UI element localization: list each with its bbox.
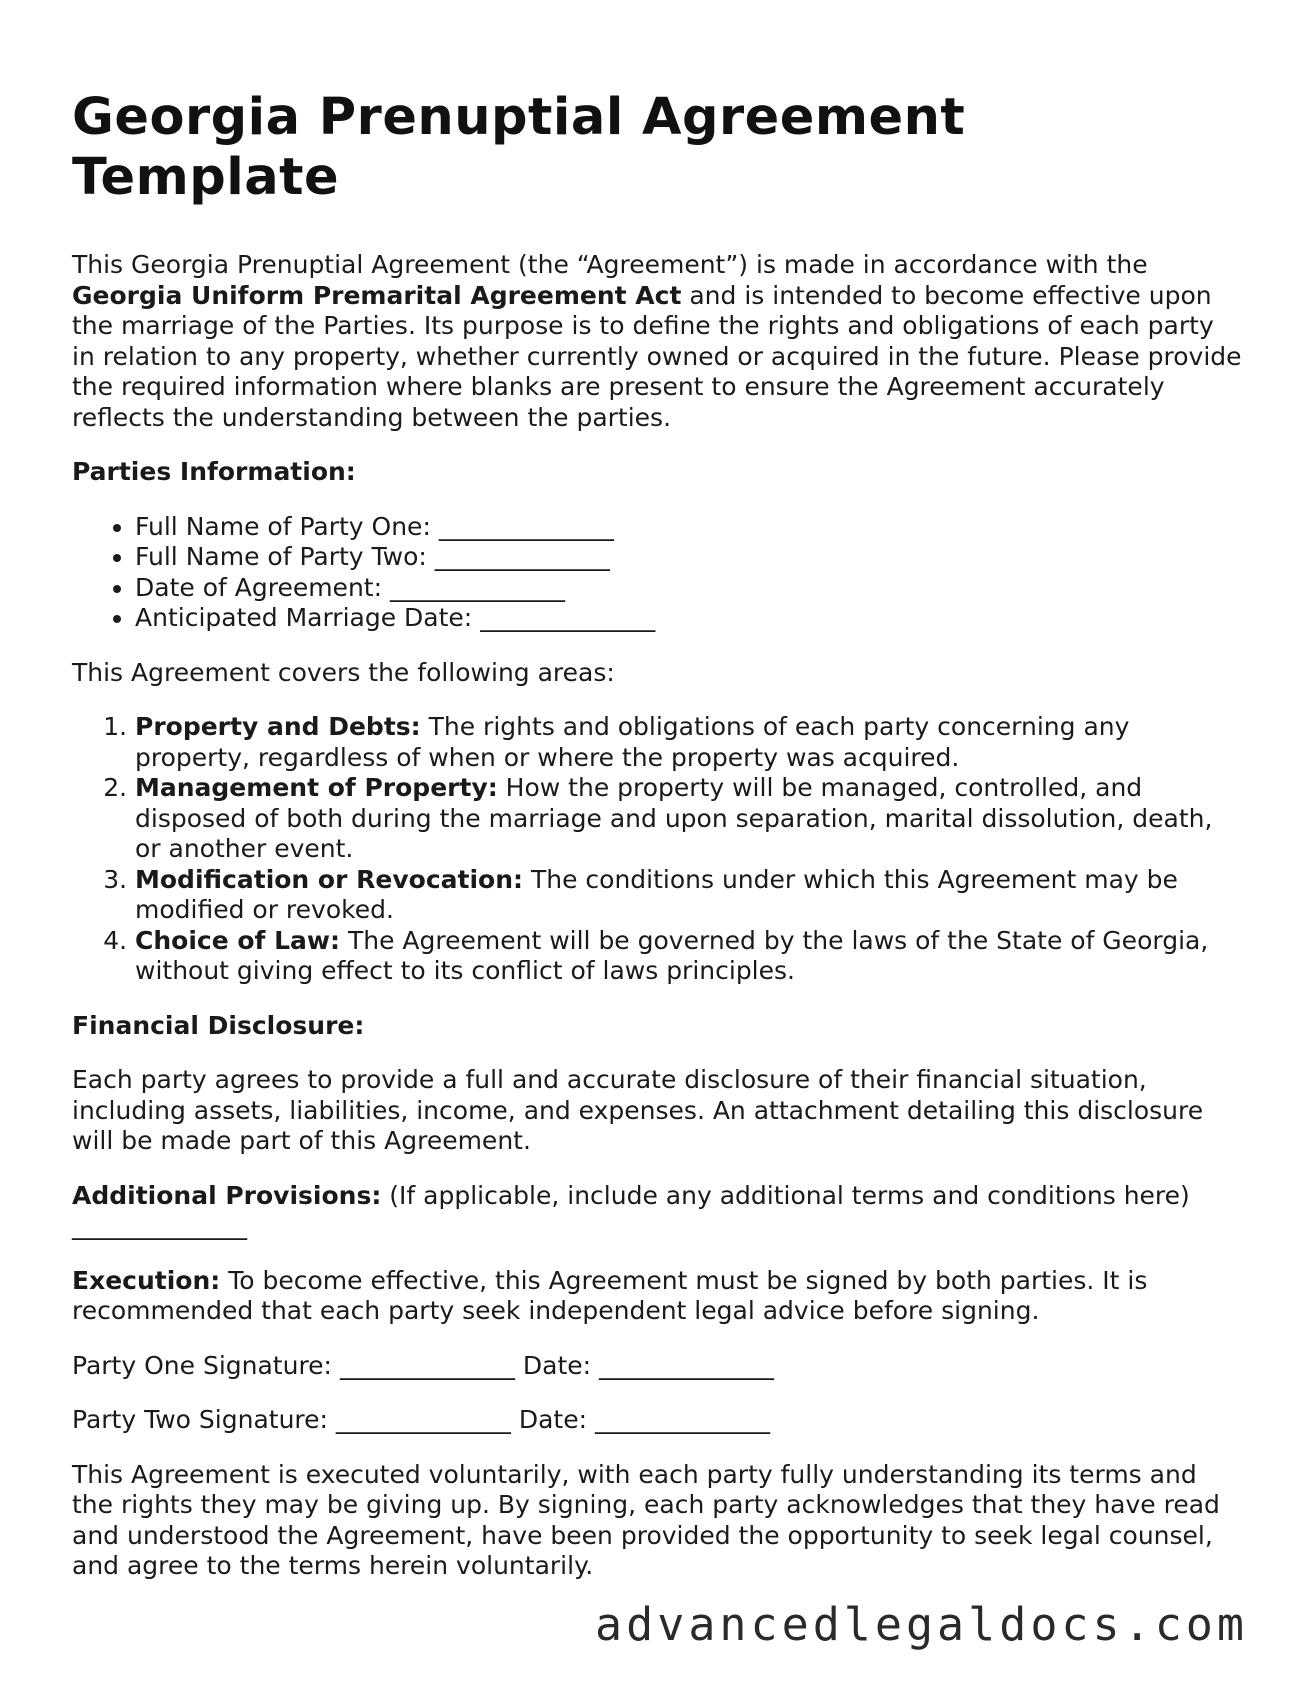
list-item-party-two	[135, 542, 1242, 573]
execution-text: To become effective, this Agreement must be signed by both parties. It is recommended that each party seek independent legal advice before signing.	[72, 1265, 1148, 1325]
area-text: The rights and obligations of each party concerning any property, regardless of when or where the property was acquired.	[135, 712, 1130, 772]
execution-heading: Execution:	[72, 1265, 221, 1295]
intro-text-before: This Georgia Prenuptial Agreement (the “Agreement”) is made in accordance with the	[72, 250, 1148, 279]
area-item-choice-of-law	[135, 926, 1242, 987]
area-text: The conditions under which this Agreement may be modified or revoked.	[135, 864, 1178, 924]
party-one-date-label: Date:	[522, 1350, 592, 1380]
list-item-party-one	[135, 512, 1242, 543]
document-page	[72, 88, 1242, 1582]
party-two-date-blank: ______________	[595, 1405, 770, 1434]
party-two-label: Full Name of Party Two:	[135, 542, 427, 571]
party-two-signature-line	[72, 1405, 1242, 1436]
agreement-date-label: Date of Agreement:	[135, 572, 383, 602]
area-term: Management of Property:	[135, 773, 498, 802]
area-term: Property and Debts:	[135, 712, 421, 741]
area-item-modification	[135, 865, 1242, 926]
area-term: Modification or Revocation:	[135, 864, 524, 894]
intro-text-after: and is intended to become effective upon the marriage of the Parties. Its purpose is to define the rights and obligations of each party in relation to any property, whether currently owned or acquired in the future. Please provide the required information where blanks are present to ensure the Agreement accurately reflects the understanding between the parties.	[72, 280, 1242, 432]
party-two-signature-blank: ______________	[335, 1405, 511, 1434]
list-item-marriage-date	[135, 603, 1242, 634]
party-one-signature-label: Party One Signature:	[72, 1350, 332, 1380]
financial-heading: Financial Disclosure:	[72, 1010, 365, 1040]
parties-list	[72, 512, 1242, 634]
covers-intro: This Agreement covers the following areas:	[72, 657, 615, 687]
financial-text: Each party agrees to provide a full and accurate disclosure of their financial situation, including assets, liabilities, income, and expenses. An attachment detailing this disclosure will be made part of this Agreement.	[72, 1065, 1204, 1155]
site-watermark: advancedlegaldocs.com	[595, 1598, 1248, 1651]
parties-heading: Parties Information:	[72, 457, 356, 486]
area-item-management	[135, 773, 1242, 865]
page-title: Georgia Prenuptial Agreement Template	[72, 88, 966, 207]
closing-paragraph: This Agreement is executed voluntarily, with each party fully understanding its terms and the rights they may be giving up. By signing, each party acknowledges that they have read and understood the Agreement, have been provided the opportunity to seek legal counsel, and agree to the terms herein voluntarily.	[72, 1459, 1220, 1580]
marriage-date-blank: ______________	[480, 603, 656, 632]
areas-list	[72, 712, 1242, 987]
area-item-property-debts	[135, 712, 1242, 773]
area-term: Choice of Law:	[135, 925, 341, 955]
list-item-agreement-date	[135, 573, 1242, 604]
execution-paragraph	[72, 1266, 1242, 1327]
area-text: How the property will be managed, controlled, and disposed of both during the marriage and upon separation, marital dissolution, death, or another event.	[135, 773, 1213, 863]
marriage-date-label: Anticipated Marriage Date:	[135, 603, 473, 632]
party-one-blank: ______________	[438, 511, 614, 541]
act-name: Georgia Uniform Premarital Agreement Act	[72, 280, 682, 310]
additional-provisions	[72, 1181, 1242, 1242]
party-two-signature-label: Party Two Signature:	[72, 1405, 328, 1434]
party-one-signature-blank: ______________	[339, 1350, 515, 1380]
intro-paragraph	[72, 250, 1242, 433]
party-two-date-label: Date:	[518, 1405, 588, 1434]
additional-heading: Additional Provisions:	[72, 1180, 382, 1210]
party-two-blank: ______________	[434, 542, 610, 571]
area-text: The Agreement will be governed by the laws of the State of Georgia, without giving effect to its conflict of laws principles.	[135, 925, 1209, 985]
party-one-signature-line	[72, 1351, 1242, 1382]
additional-blank: ______________	[72, 1211, 247, 1240]
additional-text: (If applicable, include any additional terms and conditions here)	[381, 1180, 1190, 1210]
party-one-label: Full Name of Party One:	[135, 511, 431, 541]
agreement-date-blank: ______________	[389, 572, 565, 602]
party-one-date-blank: ______________	[599, 1350, 775, 1380]
